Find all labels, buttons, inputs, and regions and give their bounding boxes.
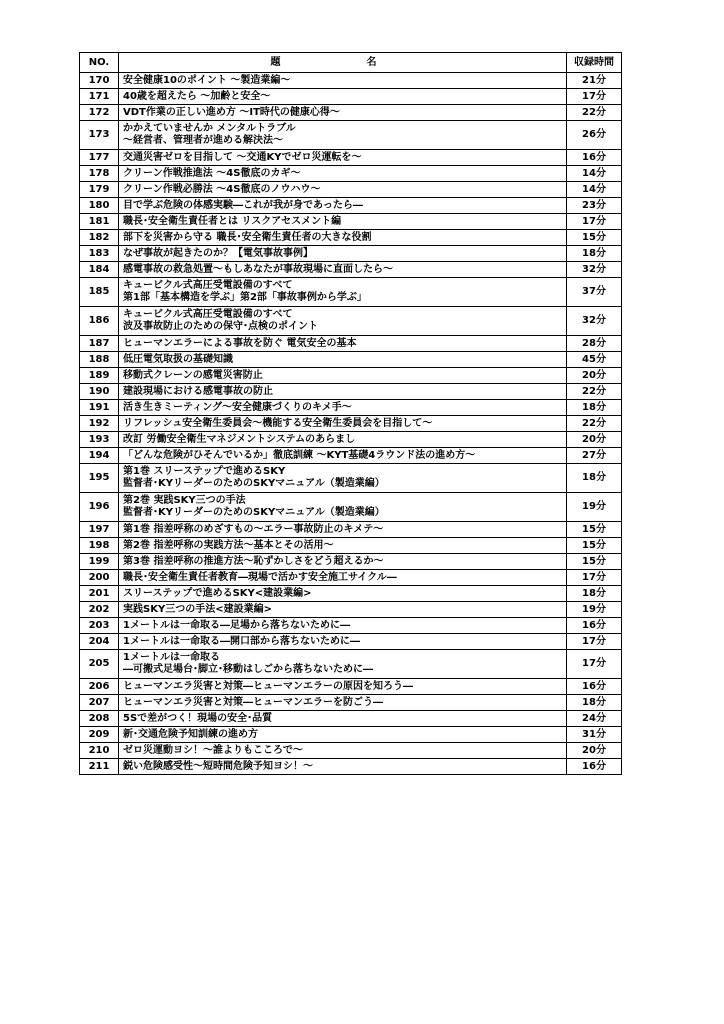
table-row: [80, 711, 622, 727]
row-duration: 45分: [567, 352, 622, 368]
row-title: VDT作業の正しい進め方 ～IT時代の健康心得～: [119, 105, 567, 121]
row-duration: 23分: [567, 198, 622, 214]
row-duration: 16分: [567, 759, 622, 775]
table-row: [80, 352, 622, 368]
header-title: [119, 53, 567, 73]
table-row: [80, 522, 622, 538]
row-title: リフレッシュ安全衛生委員会～機能する安全衛生委員会を目指して～: [119, 416, 567, 432]
row-title: ヒューマンエラ災害と対策―ヒューマンエラーを防ごう―: [119, 695, 567, 711]
row-number: 193: [80, 432, 119, 448]
table-row: [80, 448, 622, 464]
row-title: 5Sで差がつく！現場の安全･品質: [119, 711, 567, 727]
row-title: 目で学ぶ危険の体感実験―これが我が身であったら―: [119, 198, 567, 214]
table-row: [80, 743, 622, 759]
table-row: [80, 400, 622, 416]
row-number: 179: [80, 182, 119, 198]
row-duration: 26分: [567, 121, 622, 150]
row-number: 200: [80, 570, 119, 586]
row-title: 第2巻 指差呼称の実践方法～基本とその活用～: [119, 538, 567, 554]
row-duration: 16分: [567, 679, 622, 695]
table-row: [80, 166, 622, 182]
row-number: 181: [80, 214, 119, 230]
row-duration: 19分: [567, 493, 622, 522]
table-row: [80, 570, 622, 586]
row-title: 1メートルは一命取る―足場から落ちないために―: [119, 618, 567, 634]
row-duration: 19分: [567, 602, 622, 618]
row-number: 171: [80, 89, 119, 105]
row-title: 第2巻 実践SKY三つの手法 監督者･KYリーダーのためのSKYマニュアル（製造業編）: [119, 493, 567, 522]
row-number: 206: [80, 679, 119, 695]
row-number: 184: [80, 262, 119, 278]
row-number: 197: [80, 522, 119, 538]
row-number: 187: [80, 336, 119, 352]
row-duration: 18分: [567, 586, 622, 602]
row-title: 1メートルは一命取る―開口部から落ちないために―: [119, 634, 567, 650]
table-row: [80, 586, 622, 602]
row-duration: 18分: [567, 246, 622, 262]
row-number: 182: [80, 230, 119, 246]
header-title-text: 題 名: [270, 56, 415, 68]
row-number: 178: [80, 166, 119, 182]
row-title: キュービクル式高圧受電設備のすべて 第1部「基本構造を学ぶ」第2部「事故事例から学ぶ」: [119, 278, 567, 307]
row-title: ヒューマンエラーによる事故を防ぐ 電気安全の基本: [119, 336, 567, 352]
row-duration: 15分: [567, 538, 622, 554]
table-row: [80, 634, 622, 650]
row-duration: 15分: [567, 522, 622, 538]
row-duration: 17分: [567, 214, 622, 230]
row-duration: 20分: [567, 743, 622, 759]
row-number: 192: [80, 416, 119, 432]
row-number: 188: [80, 352, 119, 368]
table-row: [80, 89, 622, 105]
row-title: 鋭い危険感受性～短時間危険予知ヨシ！～: [119, 759, 567, 775]
table-row: [80, 307, 622, 336]
header-time: 収録時間: [567, 53, 622, 73]
row-title: 感電事故の救急処置～もしあなたが事故現場に直面したら～: [119, 262, 567, 278]
row-number: 204: [80, 634, 119, 650]
row-title: 第1巻 スリーステップで進めるSKY 監督者･KYリーダーのためのSKYマニュアル（製造業編）: [119, 464, 567, 493]
row-duration: 16分: [567, 618, 622, 634]
row-duration: 32分: [567, 307, 622, 336]
table-row: [80, 759, 622, 775]
row-number: 189: [80, 368, 119, 384]
table-row: [80, 262, 622, 278]
row-title: 新･交通危険予知訓練の進め方: [119, 727, 567, 743]
row-duration: 14分: [567, 166, 622, 182]
row-duration: 18分: [567, 400, 622, 416]
row-number: 198: [80, 538, 119, 554]
row-title: かかえていませんか メンタルトラブル ～経営者、管理者が進める解決法～: [119, 121, 567, 150]
table-row: [80, 416, 622, 432]
row-title: 1メートルは一命取る ―可搬式足場台･脚立･移動はしごから落ちないために―: [119, 650, 567, 679]
row-number: 202: [80, 602, 119, 618]
row-number: 173: [80, 121, 119, 150]
row-number: 207: [80, 695, 119, 711]
table-row: [80, 384, 622, 400]
row-title: 低圧電気取扱の基礎知識: [119, 352, 567, 368]
row-title: 移動式クレーンの感電災害防止: [119, 368, 567, 384]
row-title: クリーン作戦必勝法 ～4S徹底のノウハウ～: [119, 182, 567, 198]
row-number: 208: [80, 711, 119, 727]
row-number: 209: [80, 727, 119, 743]
row-title: 第1巻 指差呼称のめざすもの～エラー事故防止のキメテ～: [119, 522, 567, 538]
row-duration: 15分: [567, 230, 622, 246]
table-row: [80, 538, 622, 554]
row-number: 185: [80, 278, 119, 307]
row-duration: 22分: [567, 105, 622, 121]
row-number: 180: [80, 198, 119, 214]
row-number: 196: [80, 493, 119, 522]
row-duration: 15分: [567, 554, 622, 570]
row-number: 172: [80, 105, 119, 121]
table-row: [80, 182, 622, 198]
row-title: スリーステップで進めるSKY<建設業編>: [119, 586, 567, 602]
table-row: [80, 105, 622, 121]
table-row: [80, 432, 622, 448]
table-body: [80, 73, 622, 775]
row-number: 203: [80, 618, 119, 634]
row-duration: 14分: [567, 182, 622, 198]
table-row: [80, 650, 622, 679]
table-row: [80, 695, 622, 711]
row-number: 191: [80, 400, 119, 416]
row-duration: 17分: [567, 634, 622, 650]
row-duration: 16分: [567, 150, 622, 166]
row-duration: 21分: [567, 73, 622, 89]
table-row: [80, 278, 622, 307]
video-list-table: [79, 52, 622, 775]
row-number: 211: [80, 759, 119, 775]
table-row: [80, 679, 622, 695]
table-row: [80, 602, 622, 618]
row-duration: 17分: [567, 650, 622, 679]
table-row: [80, 727, 622, 743]
header-row: [80, 53, 622, 73]
row-duration: 18分: [567, 464, 622, 493]
row-title: 職長･安全衛生責任者教育―現場で活かす安全施工サイクル―: [119, 570, 567, 586]
row-number: 199: [80, 554, 119, 570]
row-duration: 18分: [567, 695, 622, 711]
row-number: 210: [80, 743, 119, 759]
table-row: [80, 246, 622, 262]
row-number: 177: [80, 150, 119, 166]
table-row: [80, 618, 622, 634]
row-title: 実践SKY三つの手法<建設業編>: [119, 602, 567, 618]
row-title: 改訂 労働安全衛生マネジメントシステムのあらまし: [119, 432, 567, 448]
row-title: 安全健康10のポイント ～製造業編～: [119, 73, 567, 89]
row-title: キュービクル式高圧受電設備のすべて 波及事故防止のための保守･点検のポイント: [119, 307, 567, 336]
row-duration: 22分: [567, 384, 622, 400]
row-title: 40歳を超えたら ～加齢と安全～: [119, 89, 567, 105]
row-number: 183: [80, 246, 119, 262]
row-duration: 22分: [567, 416, 622, 432]
row-duration: 37分: [567, 278, 622, 307]
table-row: [80, 493, 622, 522]
row-title: ヒューマンエラ災害と対策―ヒューマンエラーの原因を知ろう―: [119, 679, 567, 695]
table-row: [80, 336, 622, 352]
row-title: 活き生きミーティング～安全健康づくりのキメ手～: [119, 400, 567, 416]
table-row: [80, 464, 622, 493]
row-title: 職長･安全衛生責任者とは リスクアセスメント編: [119, 214, 567, 230]
row-title: ゼロ災運動ヨシ！～誰よりもこころで～: [119, 743, 567, 759]
row-title: 交通災害ゼロを目指して ～交通KYでゼロ災運転を～: [119, 150, 567, 166]
row-number: 205: [80, 650, 119, 679]
row-title: クリーン作戦推進法 ～4S徹底のカギ～: [119, 166, 567, 182]
row-title: なぜ事故が起きたのか？【電気事故事例】: [119, 246, 567, 262]
table-row: [80, 73, 622, 89]
row-title: 建設現場における感電事故の防止: [119, 384, 567, 400]
row-title: 部下を災害から守る 職長･安全衛生責任者の大きな役割: [119, 230, 567, 246]
row-duration: 17分: [567, 570, 622, 586]
row-duration: 32分: [567, 262, 622, 278]
row-number: 190: [80, 384, 119, 400]
row-number: 170: [80, 73, 119, 89]
table-row: [80, 121, 622, 150]
table-row: [80, 554, 622, 570]
table-row: [80, 198, 622, 214]
row-title: 第3巻 指差呼称の推進方法～恥ずかしさをどう超えるか～: [119, 554, 567, 570]
table-row: [80, 150, 622, 166]
row-duration: 20分: [567, 432, 622, 448]
table-row: [80, 230, 622, 246]
header-no: NO.: [80, 53, 119, 73]
row-number: 194: [80, 448, 119, 464]
row-duration: 24分: [567, 711, 622, 727]
row-duration: 17分: [567, 89, 622, 105]
row-duration: 27分: [567, 448, 622, 464]
row-number: 201: [80, 586, 119, 602]
row-duration: 31分: [567, 727, 622, 743]
table-row: [80, 368, 622, 384]
table-row: [80, 214, 622, 230]
row-title: 「どんな危険がひそんでいるか」徹底訓練 ～KYT基礎4ラウンド法の進め方～: [119, 448, 567, 464]
row-duration: 28分: [567, 336, 622, 352]
row-number: 195: [80, 464, 119, 493]
row-duration: 20分: [567, 368, 622, 384]
row-number: 186: [80, 307, 119, 336]
